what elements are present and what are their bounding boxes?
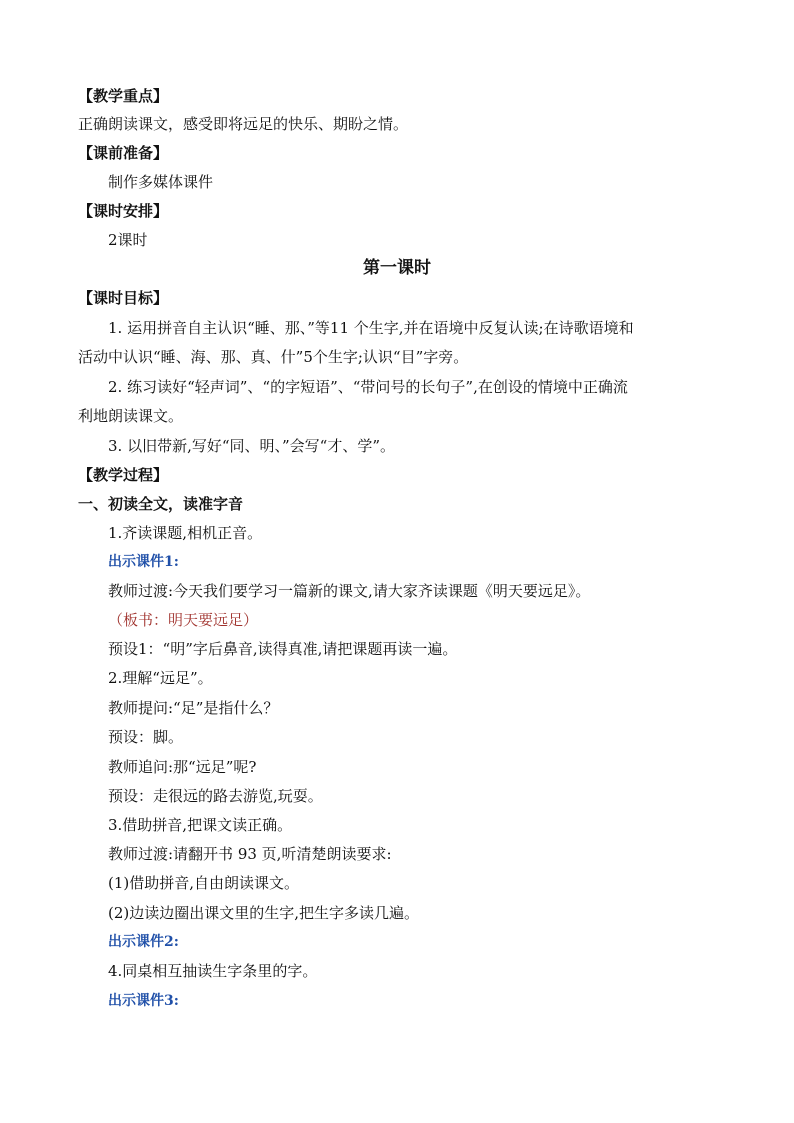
objective-3: 3. 以旧带新,写好“同、明、”会写“才、学”。 (108, 437, 396, 455)
slide-label-1: 出示课件1: (108, 554, 179, 570)
teacher-question: 教师提问:“足”是指什么？ (108, 699, 279, 717)
blackboard-note: （板书：明天要远足） (108, 611, 259, 629)
heading-process: 【教学过程】 (78, 466, 169, 484)
teacher-followup: 教师追问:那“远足”呢? (108, 758, 257, 776)
heading-objectives: 【课时目标】 (78, 289, 169, 307)
objective-2-line-1: 2. 练习读好“轻声词”、“的字短语”、“带问号的长句子”,在创设的情境中正确流 (108, 378, 628, 396)
schedule-text: 2课时 (108, 231, 148, 249)
key-points-text: 正确朗读课文，感受即将远足的快乐、期盼之情。 (78, 115, 409, 133)
preset-walk: 预设：走很远的路去游览,玩耍。 (108, 787, 323, 805)
lesson-title: 第一课时 (363, 258, 431, 278)
section-1-title: 一、初读全文，读准字音 (78, 495, 244, 513)
preset-foot: 预设：脚。 (108, 728, 184, 746)
heading-schedule: 【课时安排】 (78, 202, 169, 220)
preset-1: 预设1：“明”字后鼻音,读得真准,请把课题再读一遍。 (108, 640, 458, 658)
teacher-transition-1: 教师过渡:今天我们要学习一篇新的课文,请大家齐读课题《明天要远足》。 (108, 582, 591, 600)
step-2: 2.理解“远足”。 (108, 669, 213, 687)
slide-label-3: 出示课件3: (108, 993, 179, 1009)
step-4: 4.同桌相互抽读生字条里的字。 (108, 962, 318, 980)
heading-preparation: 【课前准备】 (78, 144, 169, 162)
step-3: 3.借助拼音,把课文读正确。 (108, 816, 293, 834)
heading-key-points: 【教学重点】 (78, 87, 169, 105)
requirement-2: (2)边读边圈出课文里的生字,把生字多读几遍。 (108, 904, 420, 922)
objective-1-line-2: 活动中认识“睡、海、那、真、什”5个生字;认识“目”字旁。 (78, 348, 469, 366)
step-1: 1.齐读课题,相机正音。 (108, 524, 263, 542)
teacher-transition-2: 教师过渡:请翻开书 93 页,听清楚朗读要求: (108, 845, 392, 863)
slide-label-2: 出示课件2: (108, 934, 179, 950)
objective-1-line-1: 1. 运用拼音自主认识“睡、那、”等11 个生字,并在语境中反复认读;在诗歌语境和 (108, 319, 634, 337)
requirement-1: (1)借助拼音,自由朗读课文。 (108, 874, 300, 892)
objective-2-line-2: 利地朗读课文。 (78, 407, 184, 425)
preparation-text: 制作多媒体课件 (108, 173, 214, 191)
